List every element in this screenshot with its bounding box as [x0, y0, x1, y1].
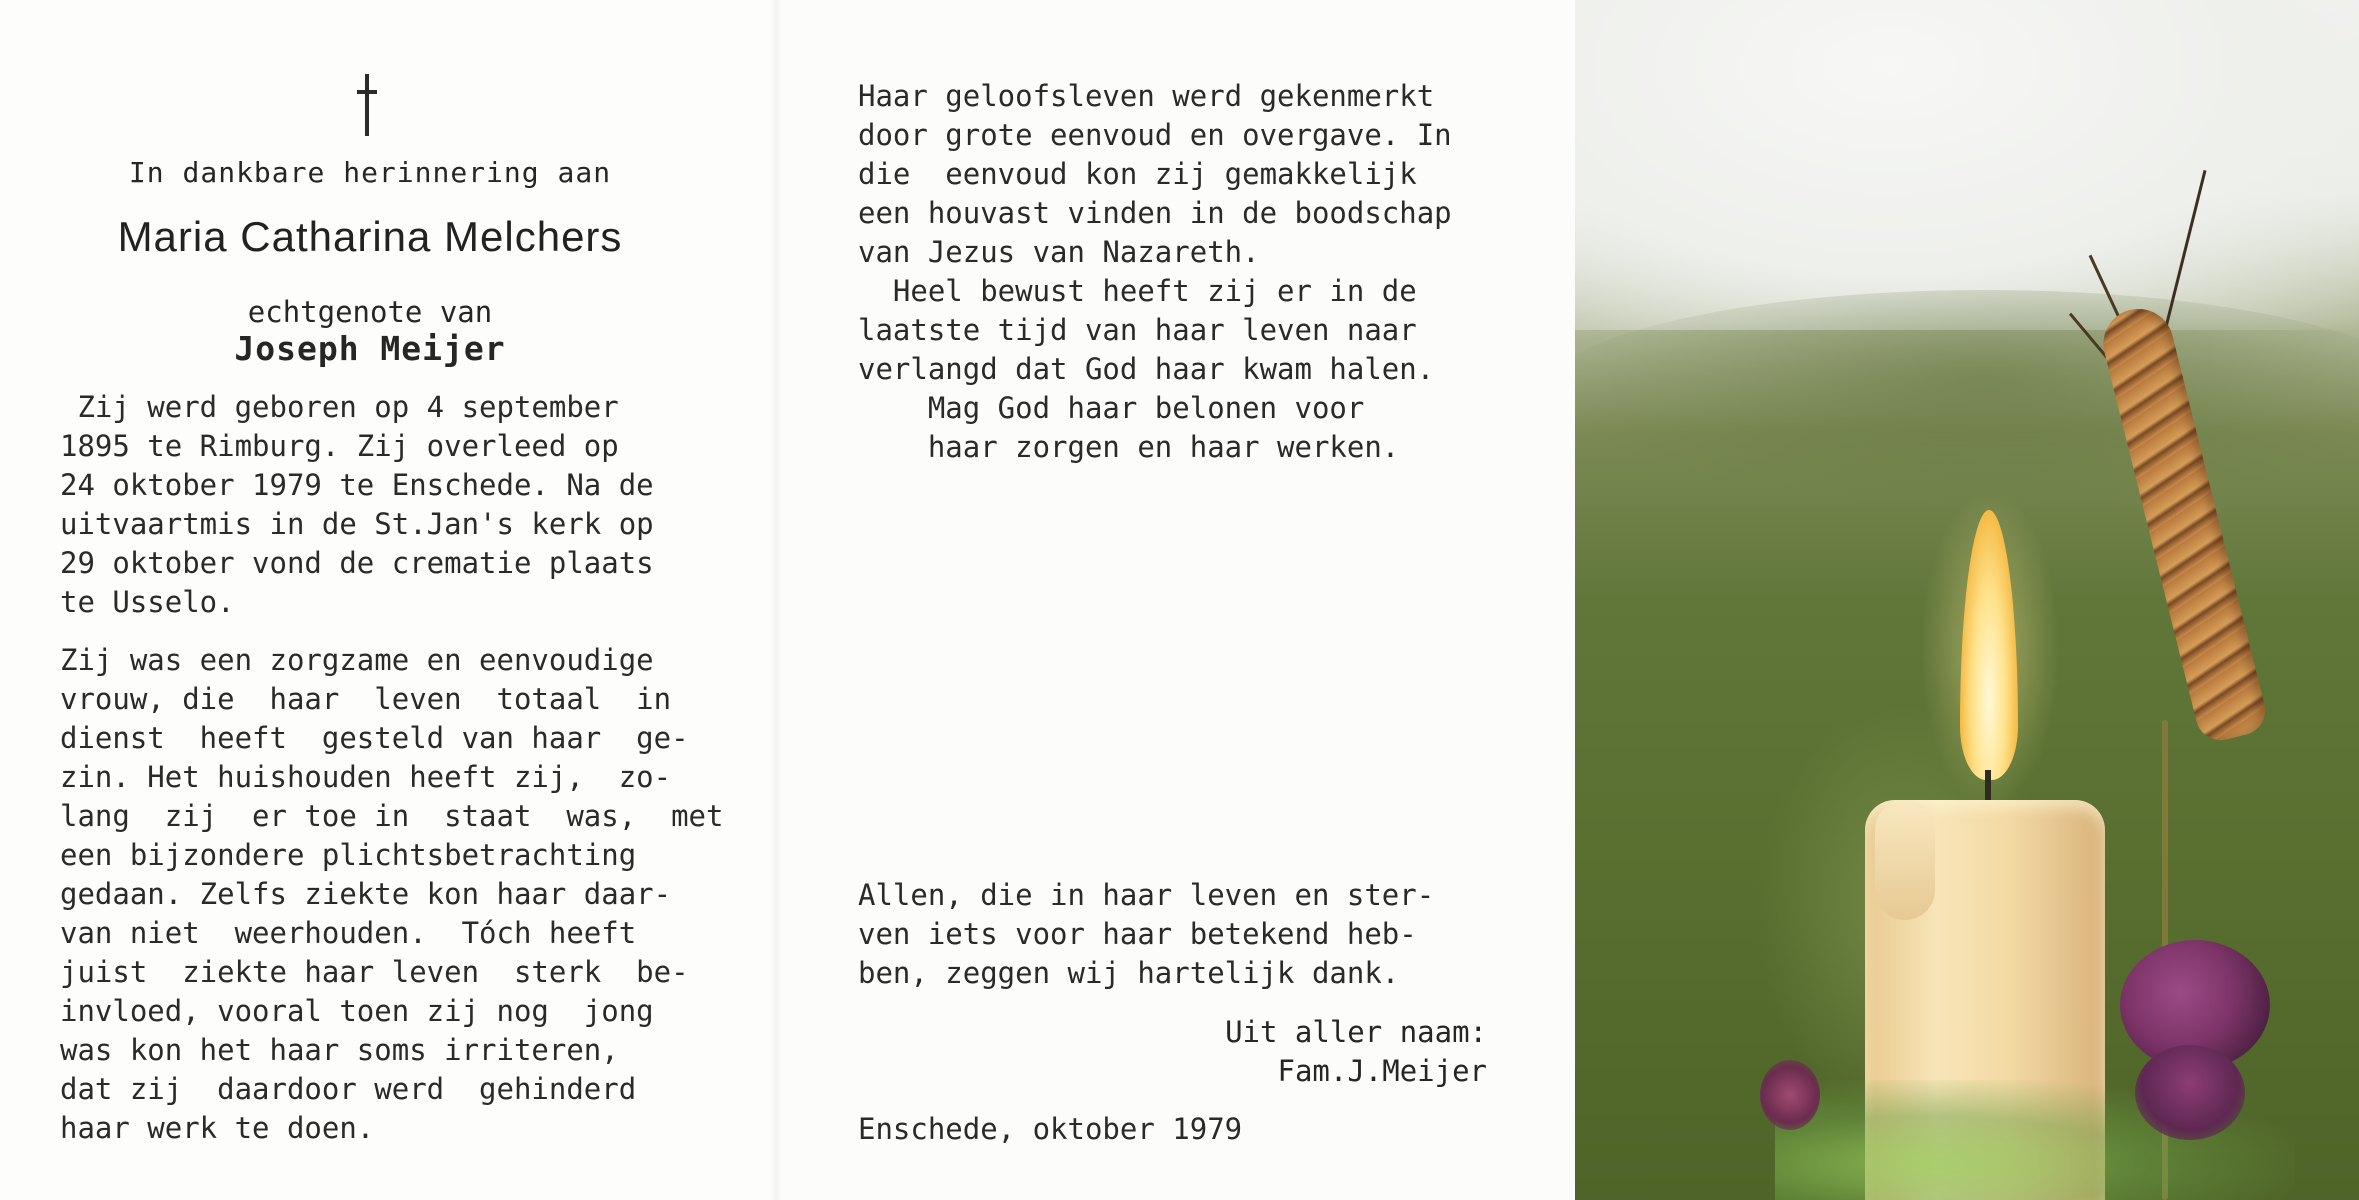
- character-line: Zij was een zorgzame en eenvoudige: [60, 643, 654, 677]
- character-line: haar werk te doen.: [60, 1111, 375, 1145]
- faith-line: haar zorgen en haar werken.: [858, 430, 1400, 464]
- character-line: dat zij daardoor werd gehinderd: [60, 1072, 637, 1106]
- purple-flower: [2135, 1045, 2245, 1140]
- signoff-line-2: Fam.J.Meijer: [1277, 1054, 1487, 1088]
- thanks-line: Allen, die in haar leven en ster-: [858, 878, 1435, 912]
- character-line: van niet weerhouden. Tóch heeft: [60, 916, 637, 950]
- purple-flower: [1760, 1060, 1820, 1130]
- faith-line: Mag God haar belonen voor: [858, 391, 1365, 425]
- faith-line: laatste tijd van haar leven naar: [858, 313, 1417, 347]
- character-line: was kon het haar soms irriteren,: [60, 1033, 619, 1067]
- biography-line: 29 oktober vond de crematie plaats: [60, 546, 654, 580]
- character-line: een bijzondere plichtsbetrachting: [60, 838, 637, 872]
- biography-line: 1895 te Rimburg. Zij overleed op: [60, 429, 619, 463]
- biography-line: 24 oktober 1979 te Enschede. Na de: [60, 468, 654, 502]
- thanks-line: ben, zeggen wij hartelijk dank.: [858, 956, 1400, 990]
- faith-line: van Jezus van Nazareth.: [858, 235, 1260, 269]
- fold-line: [770, 0, 782, 1200]
- character-line: juist ziekte haar leven sterk be-: [60, 955, 689, 989]
- character-line: vrouw, die haar leven totaal in: [60, 682, 672, 716]
- biography-line: Zij werd geboren op 4 september: [60, 390, 619, 424]
- place-date: Enschede, oktober 1979: [858, 1112, 1243, 1146]
- spouse-label: echtgenote van: [247, 295, 493, 329]
- biography-line: uitvaartmis in de St.Jan's kerk op: [60, 507, 654, 541]
- character-line: gedaan. Zelfs ziekte kon haar daar-: [60, 877, 672, 911]
- character-line: invloed, vooral toen zij nog jong: [60, 994, 654, 1028]
- faith-line: een houvast vinden in de boodschap: [858, 196, 1452, 230]
- biography-line: te Usselo.: [60, 585, 235, 619]
- faith-line: die eenvoud kon zij gemakkelijk: [858, 157, 1417, 191]
- signoff-line-1: Uit aller naam:: [1225, 1015, 1487, 1049]
- faith-line: Haar geloofsleven werd gekenmerkt: [858, 79, 1435, 113]
- thanks-line: ven iets voor haar betekend heb-: [858, 917, 1417, 951]
- character-line: dienst heeft gesteld van haar ge-: [60, 721, 689, 755]
- character-line: lang zij er toe in staat was, met: [60, 799, 724, 833]
- faith-line: Heel bewust heeft zij er in de: [858, 274, 1417, 308]
- deceased-name: Maria Catharina Melchers: [117, 213, 623, 260]
- character-line: zin. Het huishouden heeft zij, zo-: [60, 760, 672, 794]
- cross-icon: [353, 74, 381, 136]
- faith-line: door grote eenvoud en overgave. In: [858, 118, 1452, 152]
- candle-and-wheat-photo: [1575, 0, 2359, 1200]
- faith-line: verlangd dat God haar kwam halen.: [858, 352, 1435, 386]
- intro-text: In dankbare herinnering aan: [128, 156, 612, 189]
- spouse-name: Joseph Meijer: [234, 329, 506, 368]
